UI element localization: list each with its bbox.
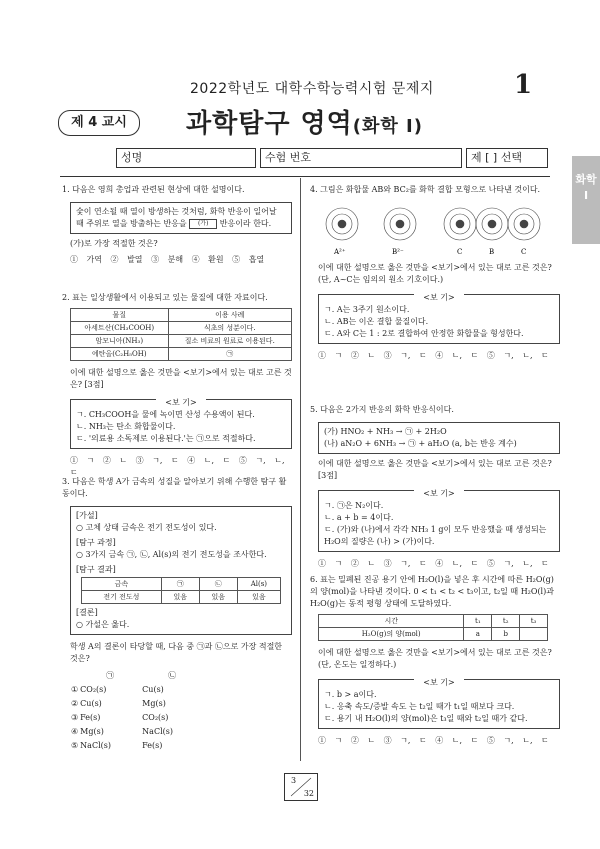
exam-number-field[interactable]: 수험 번호 — [260, 148, 462, 168]
question-5: 5. 다음은 2가지 반응의 화학 반응식이다. (가) HNO₂ + NH₃ → ㉠ + 2H₂O (나) aN₂O + 6NH₃ → ㉠ + aH₂O (a, b는 반응 계수) 이에 대한 설명으로 옳은 것만을 <보기>에서 있는 대로 고른 것은? [3점] <보 기> ㄱ. ㉠은 N₂이다. ㄴ. a + b = 4이다. ㄷ. (가)와 (나)에서 각각 NH₃ 1 g이 모두 반응했을 때 생성되는 H₂O의 질량은 (나) > (가)이다. ① ㄱ ② ㄴ ③ ㄱ, ㄷ ④ ㄴ, ㄷ ⑤ ㄱ, ㄴ, ㄷ — [310, 404, 560, 570]
q5-equation-box: (가) HNO₂ + NH₃ → ㉠ + 2H₂O (나) aN₂O + 6NH₃ → ㉠ + aH₂O (a, b는 반응 계수) — [318, 422, 560, 454]
column-divider — [300, 178, 301, 761]
subject-title — [186, 103, 423, 140]
label-c2: C — [521, 248, 527, 256]
q6-stem: 6. 표는 밀폐된 진공 용기 안에 H₂O(l)을 넣은 후 시간에 따른 H₂O(g)의 양(mol)을 나타낸 것이다. 0 < t₁ < t₂ < t₃이고, t₂일 때 H₂O(l)과 H₂O(g)는 동적 평형 상태에 도달하였다. — [310, 575, 554, 608]
question-4-body: 이에 대한 설명으로 옳은 것만을 <보기>에서 있는 대로 고른 것은? (단, A~C는 임의의 원소 기호이다.) <보 기> ㄱ. A는 3주기 원소이다. ㄴ. AB는 이온 결합 물질이다. ㄷ. A와 C는 1 : 2로 결합하여 안정한 화합물을 형성한다. ① ㄱ ② ㄴ ③ ㄱ, ㄷ ④ ㄴ, ㄷ ⑤ ㄱ, ㄴ, ㄷ — [310, 262, 560, 362]
period-badge: 제 4 교시 — [58, 110, 140, 136]
name-field[interactable]: 성명 — [116, 148, 256, 168]
q3-choices[interactable]: ㉠ ㉡ ① CO₂(s) Cu(s) ② Cu(s) Mg(s) ③ Fe(s) CO₂(s) ④ Mg(s) NaCl(s) ⑤ NaCl(s) Fe(s) — [71, 671, 177, 750]
q5-bogi-box: <보 기> ㄱ. ㉠은 N₂이다. ㄴ. a + b = 4이다. ㄷ. (가)와 (나)에서 각각 NH₃ 1 g이 모두 반응했을 때 생성되는 H₂O의 질량은 (나) > (가)이다. — [318, 490, 560, 552]
label-a: A²⁺ — [334, 248, 346, 256]
question-2: 2. 표는 일상생활에서 이용되고 있는 물질에 대한 자료이다. 물질 이용 사례 아세트산(CH₃COOH) 식초의 성분이다. 암모니아(NH₃) 질소 비료의 원료로 이용된다. 에탄올(C₂H₅OH) ㉠ 이에 대한 설명으로 옳은 것만을 <보기>에서 있는 대로 고른 것은? [3점] <보 기> ㄱ. CH₃COOH을 물에 녹이면 산성 수용액이 된다. ㄴ. NH₃는 탄소 화합물이다. ㄷ. '의료용 소독제로 이용된다.'는 ㉠으로 적절하다. ① ㄱ ② ㄴ ③ ㄱ, ㄷ ④ ㄴ, ㄷ ⑤ ㄱ, ㄴ, ㄷ — [62, 293, 292, 477]
q4-options[interactable]: ① ㄱ ② ㄴ ③ ㄱ, ㄷ ④ ㄴ, ㄷ ⑤ ㄱ, ㄴ, ㄷ — [318, 351, 549, 360]
question-6: 6. 표는 밀폐된 진공 용기 안에 H₂O(l)을 넣은 후 시간에 따른 H₂O(g)의 양(mol)을 나타낸 것이다. 0 < t₁ < t₂ < t₃이고, t₂일 때 H₂O(l)과 H₂O(g)는 동적 평형 상태에 도달하였다. 시간 t₁ t₂ t₃ H₂O(g)의 양(mol) a b 이에 대한 설명으로 옳은 것만을 <보기>에서 있는 대로 고른 것은? (단, 온도는 일정하다.) <보 기> ㄱ. b > a이다. ㄴ. 응축 속도/증발 속도 는 t₂일 때가 t₁일 때보다 크다. ㄷ. 용기 내 H₂O(l)의 양(mol)은 t₃일 때와 t₂일 때가 같다. ① ㄱ ② ㄴ ③ ㄱ, ㄷ ④ ㄴ, ㄷ ⑤ ㄱ, ㄴ, ㄷ — [310, 574, 560, 747]
subject-side-tab: 화학 Ⅰ — [572, 156, 600, 244]
q3-result-table: 금속 ㉠ ㉡ Al(s) 전기 전도성 있음 있음 있음 — [81, 577, 281, 604]
q3-box: [가설] ○ 고체 상태 금속은 전기 전도성이 있다. [탐구 과정] ○ 3가지 금속 ㉠, ㉡, Al(s)의 전기 전도성을 조사한다. [탐구 결과] 금속 ㉠ ㉡ Al(s) 전기 전도성 있음 있음 있음 [결론] ○ 가설은 옳다. — [70, 506, 292, 635]
q5-stem: 5. 다음은 2가지 반응의 화학 반응식이다. — [310, 405, 454, 414]
q4-bogi-box: <보 기> ㄱ. A는 3주기 원소이다. ㄴ. AB는 이온 결합 물질이다. ㄷ. A와 C는 1 : 2로 결합하여 안정한 화합물을 형성한다. — [318, 294, 560, 344]
label-b: B²⁻ — [392, 248, 404, 256]
page-counter: 3 32 — [284, 773, 318, 801]
q1-stem: 1. 다음은 영희 총업과 관련된 현상에 대한 설명이다. — [62, 185, 245, 194]
exam-title: 2022학년도 대학수학능력시험 문제지 — [190, 81, 434, 97]
q5-options[interactable]: ① ㄱ ② ㄴ ③ ㄱ, ㄷ ④ ㄴ, ㄷ ⑤ ㄱ, ㄴ, ㄷ — [318, 559, 549, 568]
header-rule — [60, 176, 550, 177]
q1-blank: (가) — [189, 219, 217, 229]
q6-options[interactable]: ① ㄱ ② ㄴ ③ ㄱ, ㄷ ④ ㄴ, ㄷ ⑤ ㄱ, ㄴ, ㄷ — [318, 736, 549, 745]
q2-stem: 2. 표는 일상생활에서 이용되고 있는 물질에 대한 자료이다. — [62, 293, 268, 302]
q2-bogi-box: <보 기> ㄱ. CH₃COOH을 물에 녹이면 산성 수용액이 된다. ㄴ. NH₃는 탄소 화합물이다. ㄷ. '의료용 소독제로 이용된다.'는 ㉠으로 적절하다. — [70, 399, 292, 449]
subject-sub: (화학 I) — [352, 116, 423, 137]
q2-table: 물질 이용 사례 아세트산(CH₃COOH) 식초의 성분이다. 암모니아(NH₃) 질소 비료의 원료로 이용된다. 에탄올(C₂H₅OH) ㉠ — [70, 308, 292, 361]
q1-options[interactable]: ① 가역 ② 발열 ③ 분해 ④ 환원 ⑤ 흡열 — [70, 255, 265, 264]
question-3: 3. 다음은 학생 A가 금속의 성질을 알아보기 위해 수행한 탐구 활동이다. [가설] ○ 고체 상태 금속은 전기 전도성이 있다. [탐구 과정] ○ 3가지 금속 ㉠, ㉡, Al(s)의 전기 전도성을 조사한다. [탐구 결과] 금속 ㉠ ㉡ Al(s) 전기 전도성 있음 있음 있음 [결론] ○ 가설은 옳다. 학생 A의 결론이 타당할 때, 다음 중 ㉠과 ㉡으로 가장 적절한 것은? ㉠ ㉡ ① CO₂(s) Cu(s) ② Cu(s) Mg(s) ③ Fe(s) CO₂(s) ④ Mg(s) NaCl(s) ⑤ NaCl(s) Fe(s) — [62, 476, 292, 753]
q6-table: 시간 t₁ t₂ t₃ H₂O(g)의 양(mol) a b — [318, 614, 548, 641]
q6-bogi-box: <보 기> ㄱ. b > a이다. ㄴ. 응축 속도/증발 속도 는 t₂일 때가 t₁일 때보다 크다. ㄷ. 용기 내 H₂O(l)의 양(mol)은 t₃일 때와 t₂일 때가 같다. — [318, 679, 560, 729]
subject-main: 과학탐구 영역 — [186, 109, 353, 139]
label-b2: B — [489, 248, 495, 256]
label-c1: C — [457, 248, 463, 256]
page-number: 1 — [514, 70, 533, 100]
question-4 — [310, 184, 560, 196]
id-row — [82, 148, 552, 168]
question-1: 1. 다음은 영희 총업과 관련된 현상에 대한 설명이다. 숯이 연소될 때 열이 방생하는 것처럼, 화학 반응이 일어날 때 주위로 열을 방출하는 반응을 (가) 반응이라 한다. (가)로 가장 적절한 것은? ① 가역 ② 발열 ③ 분해 ④ 환원 ⑤ 흡열 — [62, 184, 292, 266]
q4-stem: 4. 그림은 화합물 AB와 BC₂를 화학 결합 모형으로 나타낸 것이다. — [310, 185, 541, 194]
q4-bonding-model — [320, 200, 550, 256]
selection-field[interactable]: 제 [ ] 선택 — [466, 148, 548, 168]
q3-stem: 3. 다음은 학생 A가 금속의 성질을 알아보기 위해 수행한 탐구 활동이다. — [62, 477, 287, 498]
q1-box: 숯이 연소될 때 열이 방생하는 것처럼, 화학 반응이 일어날 때 주위로 열을 방출하는 반응을 (가) 반응이라 한다. — [70, 202, 292, 234]
q2-options[interactable]: ① ㄱ ② ㄴ ③ ㄱ, ㄷ ④ ㄴ, ㄷ ⑤ ㄱ, ㄴ, ㄷ — [70, 456, 285, 477]
